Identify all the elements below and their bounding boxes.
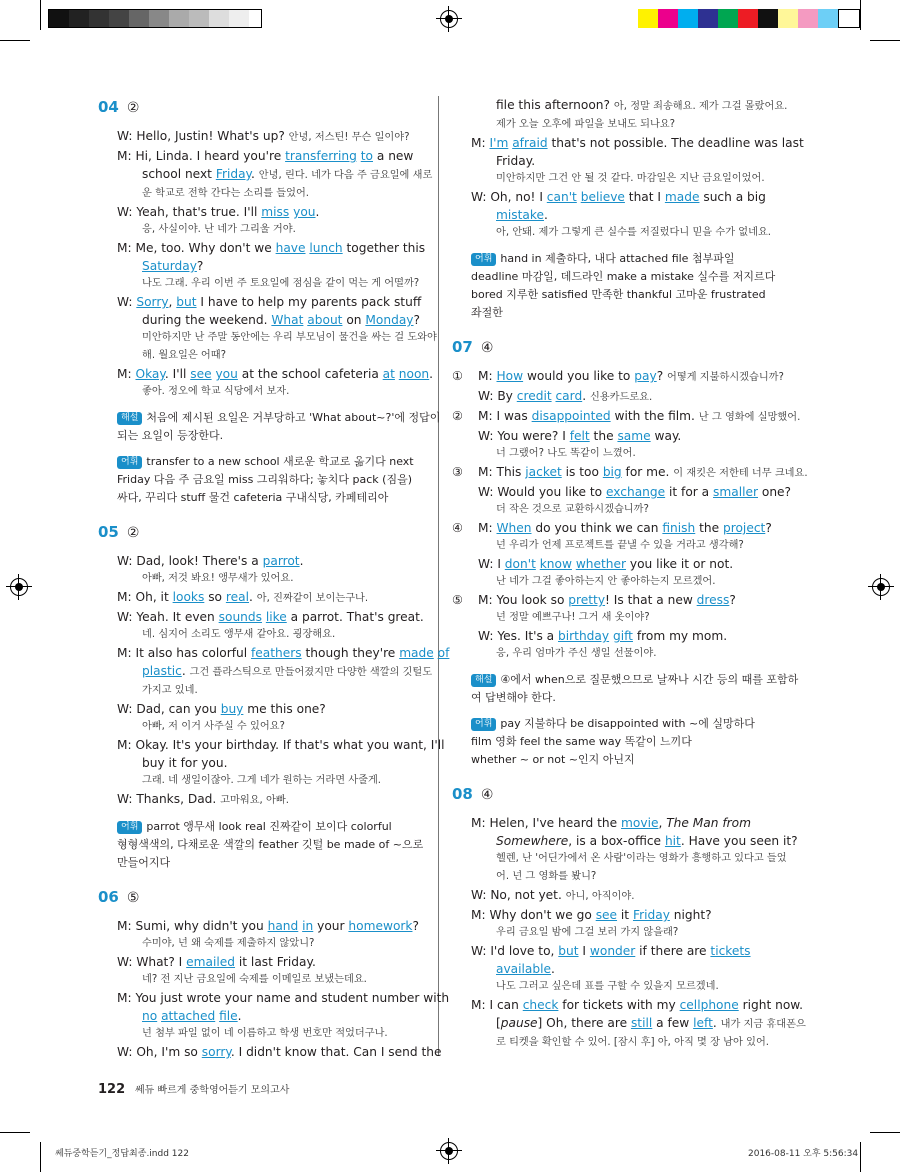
script-line: W: Oh, no! I can't believe that I made such a big	[471, 190, 766, 204]
script-line: M: Helen, I've heard the movie, The Man from	[471, 816, 751, 830]
page-number: 122	[98, 1082, 126, 1097]
script-line: M: You just wrote your name and student number with	[117, 991, 450, 1005]
grayscale-bar	[48, 9, 262, 28]
question-08-header: 08 ④	[452, 785, 494, 803]
script-line: W: Sorry, but I have to help my parents pack stuff	[117, 295, 422, 309]
script-line: W: Oh, I'm so sorry. I didn't know that. Can I send the	[117, 1045, 442, 1059]
script-line: M: Sumi, why didn't you hand in your homework?	[117, 919, 419, 933]
script-line: M: Me, too. Why don't we have lunch together this	[117, 241, 426, 255]
script-line: W: Yeah, that's true. I'll miss you.	[117, 205, 320, 219]
script-line: M: Hi, Linda. I heard you're transferring to a new	[117, 149, 414, 163]
column-divider	[438, 96, 439, 1056]
page-footer	[98, 1081, 289, 1097]
registration-mark-icon	[10, 578, 28, 596]
explain-box: 해설 처음에 제시된 요일은 거부당하고 'What about~?'에 정답이	[98, 409, 428, 427]
vocab-box: 어휘 parrot 앵무새 look real 진짜같이 보이다 colorful	[98, 818, 428, 836]
script-line: W: No, not yet. 아니, 아직이야.	[471, 888, 635, 902]
script-line: M: Why don't we go see it Friday night?	[471, 908, 712, 922]
book-title: 쎄듀 빠르게 중학영어듣기 모의고사	[134, 1085, 290, 1096]
script-line: M: It also has colorful feathers though they're made of	[117, 646, 450, 660]
choice-1: ① M: How would you like to pay? 어떻게 지불하시겠습니까?	[452, 369, 784, 383]
script-line: W: I'd love to, but I wonder if there are tickets	[471, 944, 751, 958]
script-line: M: I can check for tickets with my cellphone right now.	[471, 998, 804, 1012]
explain-box: 해설 ④에서 when으로 질문했으므로 날짜나 시간 등의 때를 포함하	[452, 671, 782, 689]
script-line: M: Okay. It's your birthday. If that's what you want, I'll	[117, 738, 445, 752]
vocab-box: 어휘 hand in 제출하다, 내다 attached file 첨부파일	[452, 250, 782, 268]
choice-3: ③ M: This jacket is too big for me. 이 재킷은 저한테 너무 크네요.	[452, 465, 808, 479]
registration-mark-icon	[440, 10, 458, 28]
script-line: W: Hello, Justin! What's up? 안녕, 저스틴! 무슨 일이야?	[117, 129, 410, 143]
question-06-header: 06 ⑤	[98, 888, 140, 906]
choice-2: ② M: I was disappointed with the film. 난 그 영화에 실망했어.	[452, 409, 801, 423]
script-line: W: Thanks, Dad. 고마워요, 아빠.	[117, 792, 289, 806]
script-line: M: Oh, it looks so real. 아, 진짜같이 보이는구나.	[117, 590, 369, 604]
right-column: file this afternoon? 아, 정말 죄송해요. 제가 그걸 몰랐어요. 제가 오늘 오후에 파일을 보내도 되나요? M: I'm afraid that's not possible. The deadline was last Friday. 미안하지만 그건 안 될 것 같다. 마감일은 지난 금요일이었어. W: Oh, no! I can't believe that I made such a big mistake. 아, 안돼. 제가 그렇게 큰 실수를 저질렀다니 믿을 수가 없네요. 어휘 hand in 제출하다, 내다 attached file 첨부파일 deadline 마감일, 데드라인 make a mistake 실수를 저지르다 bored 지루한 satisfied 만족한 thankful 고마운 frustrated 좌절한 07 ④ ① M: How would you like to pay? 어떻게 지불하시겠습니까? W: By credit card. 신용카드로요. ② M: I was disappointed with the film. 난 그 영화에 실망했어. W: You were? I felt the same way. 너 그랬어? 나도 똑같이 느꼈어. ③ M: This jacket is too big for me. 이 재킷은 저한테 너무 크네요. W: Would you like to exchange it for a smaller one? 더 작은 것으로 교환하시겠습니까? ④ M: When do you think we can finish the project? 넌 우리가 언제 프로젝트를 끝낼 수 있을 거라고 생각해? W: I don't know whether you like it or not. 난 네가 그걸 좋아하는지 안 좋아하는지 모르겠어. ⑤ M: You look so pretty! Is that a new dress? 넌 정말 예쁘구나! 그거 새 옷이야? W: Yes. It's a birthday gift from my mom. 응, 우리 엄마가 주신 생일 선물이야. 해설 ④에서 when으로 질문했으므로 날짜나 시간 등의 때를 포함하 여 답변해야 한다. 어휘 pay 지불하다 be disappointed with ~에 실망하다 film 영화 feel the same way 똑같이 느끼다 whether ~ or not ~인지 아닌지 08 ④ M: Helen, I've heard the movie, The Man from Somewhere, is a box-office hit. Have you seen it? 헬렌, 난 '어딘가에서 온 사람'이라는 영화가 흥행하고 있다고 들었 어. 넌 그 영화를 봤니? W: No, not yet. 아니, 아직이야. M: Why don't we go see it Friday night? 우리 금요일 밤에 그걸 보러 가지 않을래? W: I'd love to, but I wonder if there are tickets available. 나도 그러고 싶은데 표를 구할 수 있을지 모르겠네. M: I can check for tickets with my cellphone right now. [pause] Oh, there are still a few left. 내가 지금 휴대폰으 로 티켓을 확인할 수 있어. [잠시 후] 아, 아직 몇 장 남아 있어.	[452, 98, 808, 1048]
vocab-box: 어휘 transfer to a new school 새로운 학교로 옮기다 next	[98, 453, 428, 471]
slug-date: 2016-08-11 오후 5:56:34	[748, 1149, 859, 1159]
choice-5: ⑤ M: You look so pretty! Is that a new dress?	[452, 593, 736, 607]
script-line: W: Dad, look! There's a parrot.	[117, 554, 304, 568]
script-line: W: Dad, can you buy me this one?	[117, 702, 326, 716]
vocab-box: 어휘 pay 지불하다 be disappointed with ~에 실망하다	[452, 715, 782, 733]
script-line: W: Yeah. It even sounds like a parrot. That's great.	[117, 610, 424, 624]
question-07-header: 07 ④	[452, 338, 494, 356]
registration-mark-icon	[872, 578, 890, 596]
choice-4: ④ M: When do you think we can finish the project?	[452, 521, 772, 535]
slug-file: 쎄듀중학듣기_정답최종.indd 122	[55, 1149, 189, 1159]
script-line: W: What? I emailed it last Friday.	[117, 955, 316, 969]
left-column: 04 ② W: Hello, Justin! What's up? 안녕, 저스틴! 무슨 일이야? M: Hi, Linda. I heard you're transferring to a new school next Friday. 안녕, 린다. 네가 다음 주 금요일에 새로 운 학교로 전학 간다는 소리를 들었어. W: Yeah, that's true. I'll miss you. 응, 사실이야. 난 네가 그리울 거야. M: Me, too. Why don't we have lunch together this Saturday? 나도 그래. 우리 이번 주 토요일에 점심을 같이 먹는 게 어떨까? W: Sorry, but I have to help my parents pack stuff during the weekend. What about on Monday? 미안하지만 난 주말 동안에는 우리 부모님이 물건을 싸는 걸 도와야 해. 월요일은 어때? M: Okay. I'll see you at the school cafeteria at noon. 좋아. 정오에 학교 식당에서 보자. 해설 처음에 제시된 요일은 거부당하고 'What about~?'에 정답이 되는 요일이 등장한다. 어휘 transfer to a new school 새로운 학교로 옮기다 next Friday 다음 주 금요일 miss 그리워하다; 놓치다 pack (짐을) 싸다, 꾸리다 stuff 물건 cafeteria 구내식당, 카페테리아 05 ② W: Dad, look! There's a parrot. 아빠, 저것 봐요! 앵무새가 있어요. M: Oh, it looks so real. 아, 진짜같이 보이는구나. W: Yeah. It even sounds like a parrot. That's great. 네. 심지어 소리도 앵무새 같아요. 굉장해요. M: It also has colorful feathers though they're made of plastic. 그건 플라스틱으로 만들어졌지만 다양한 색깔의 깃털도 가지고 있네. W: Dad, can you buy me this one? 아빠, 저 이거 사주실 수 있어요? M: Okay. It's your birthday. If that's what you want, I'll buy it for you. 그래. 네 생일이잖아. 그게 네가 원하는 거라면 사줄게. W: Thanks, Dad. 고마워요, 아빠. 어휘 parrot 앵무새 look real 진짜같이 보이다 colorful 형형색색의, 다채로운 색깔의 feather 깃털 be made of ~으로 만들어지다 06 ⑤ M: Sumi, why didn't you hand in your homework? 수미야, 넌 왜 숙제를 제출하지 않았니? W: What? I emailed it last Friday. 네? 전 지난 금요일에 숙제를 이메일로 보냈는데요. M: You just wrote your name and student number with no attached file. 넌 첨부 파일 없이 네 이름하고 학생 번호만 적었더구나. W: Oh, I'm so sorry. I didn't know that. Can I send the	[98, 98, 450, 1059]
script-line: M: I'm afraid that's not possible. The deadline was last	[471, 136, 804, 150]
question-04-header: 04 ②	[98, 98, 140, 116]
registration-mark-icon	[440, 1142, 458, 1160]
question-05-header: 05 ②	[98, 523, 140, 541]
script-line: M: Okay. I'll see you at the school cafeteria at noon.	[117, 367, 434, 381]
